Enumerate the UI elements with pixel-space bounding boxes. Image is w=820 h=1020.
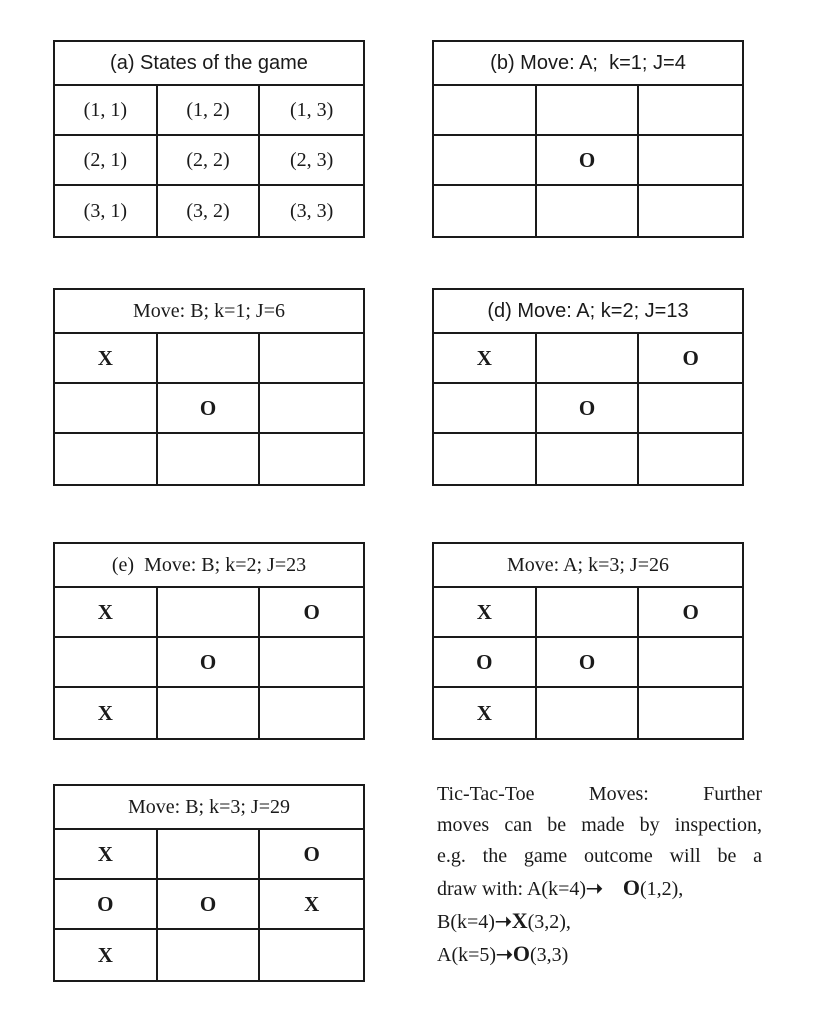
cell-2-3 xyxy=(639,384,742,434)
cell-3-3 xyxy=(639,688,742,738)
board-g xyxy=(53,784,365,982)
cell-2-3 xyxy=(260,384,363,434)
cell-2-2: O xyxy=(158,880,261,930)
cell-3-2: (3, 2) xyxy=(158,186,261,236)
cell-2-2: O xyxy=(537,638,640,688)
cell-3-2 xyxy=(158,930,261,980)
cell-1-2 xyxy=(537,86,640,136)
cell-2-1: (2, 1) xyxy=(55,136,158,186)
board-title: (a) States of the game xyxy=(55,42,363,86)
cell-3-3 xyxy=(639,434,742,484)
cell-1-3: (1, 3) xyxy=(260,86,363,136)
board-c xyxy=(53,288,365,486)
cell-2-2: O xyxy=(158,384,261,434)
cell-3-3 xyxy=(639,186,742,236)
board-grid xyxy=(434,334,742,484)
cell-2-1: O xyxy=(434,638,537,688)
note-line-3: e.g. the game outcome will be a xyxy=(437,845,762,867)
cell-3-1: X xyxy=(55,930,158,980)
cell-2-2: O xyxy=(158,638,261,688)
cell-3-3 xyxy=(260,688,363,738)
cell-1-3: O xyxy=(260,588,363,638)
cell-2-1 xyxy=(55,384,158,434)
cell-1-1: X xyxy=(55,588,158,638)
cell-1-3: O xyxy=(260,830,363,880)
cell-2-3 xyxy=(260,638,363,688)
board-title: Move: B; k=3; J=29 xyxy=(55,786,363,830)
cell-1-3: O xyxy=(639,334,742,384)
note-line-4 xyxy=(437,872,762,905)
cell-3-2 xyxy=(158,434,261,484)
cell-3-1: X xyxy=(434,688,537,738)
cell-3-2 xyxy=(537,688,640,738)
note-line-2: moves can be made by inspection, xyxy=(437,814,762,836)
board-a-states xyxy=(53,40,365,238)
board-title: (b) Move: A; k=1; J=4 xyxy=(434,42,742,86)
note-line-6 xyxy=(437,938,762,971)
note-mark-o: O xyxy=(622,875,640,900)
cell-2-3 xyxy=(639,136,742,186)
cell-2-2: O xyxy=(537,136,640,186)
cell-3-1 xyxy=(434,434,537,484)
board-title: (d) Move: A; k=2; J=13 xyxy=(434,290,742,334)
note-mark-x: X xyxy=(511,908,528,933)
cell-3-2 xyxy=(158,688,261,738)
board-title: (e) Move: B; k=2; J=23 xyxy=(55,544,363,588)
note-line-5 xyxy=(437,905,762,938)
cell-1-2 xyxy=(158,588,261,638)
note-mark-o: O xyxy=(512,941,530,966)
cell-1-2: (1, 2) xyxy=(158,86,261,136)
board-d xyxy=(432,288,744,486)
cell-1-2 xyxy=(158,830,261,880)
note-line-1: Tic-Tac-Toe Moves: Further xyxy=(437,783,762,805)
cell-1-1: X xyxy=(55,334,158,384)
note-move-b4: B(k=4) xyxy=(437,911,495,933)
note-move-a5: A(k=5) xyxy=(437,944,497,966)
board-b xyxy=(432,40,744,238)
cell-1-2 xyxy=(537,588,640,638)
cell-3-2 xyxy=(537,186,640,236)
cell-2-3: X xyxy=(260,880,363,930)
note-move-a4: draw with: A(k=4) xyxy=(437,878,587,900)
cell-2-3 xyxy=(639,638,742,688)
arrow-icon: ➝ xyxy=(496,944,513,966)
cell-3-3 xyxy=(260,930,363,980)
cell-2-1: O xyxy=(55,880,158,930)
cell-3-1: (3, 1) xyxy=(55,186,158,236)
board-grid xyxy=(55,334,363,484)
cell-3-3 xyxy=(260,434,363,484)
cell-1-1: X xyxy=(55,830,158,880)
board-title: Move: B; k=1; J=6 xyxy=(55,290,363,334)
cell-2-1 xyxy=(434,136,537,186)
board-grid xyxy=(434,588,742,738)
arrow-icon: ➝ xyxy=(586,878,603,900)
board-grid xyxy=(55,86,363,236)
cell-3-1 xyxy=(55,434,158,484)
cell-3-2 xyxy=(537,434,640,484)
cell-3-1 xyxy=(434,186,537,236)
board-f xyxy=(432,542,744,740)
cell-2-2: O xyxy=(537,384,640,434)
cell-3-1: X xyxy=(55,688,158,738)
cell-2-1 xyxy=(434,384,537,434)
cell-2-2: (2, 2) xyxy=(158,136,261,186)
cell-1-2 xyxy=(537,334,640,384)
cell-1-2 xyxy=(158,334,261,384)
cell-1-1: X xyxy=(434,334,537,384)
board-grid xyxy=(434,86,742,236)
board-e xyxy=(53,542,365,740)
cell-2-1 xyxy=(55,638,158,688)
arrow-icon: ➝ xyxy=(494,911,512,933)
note-pos-12: (1,2), xyxy=(639,878,684,900)
board-title: Move: A; k=3; J=26 xyxy=(434,544,742,588)
cell-1-3 xyxy=(639,86,742,136)
note-pos-33: (3,3) xyxy=(529,944,569,966)
cell-1-1 xyxy=(434,86,537,136)
cell-2-3: (2, 3) xyxy=(260,136,363,186)
moves-note xyxy=(437,779,762,971)
cell-1-1: (1, 1) xyxy=(55,86,158,136)
cell-1-3 xyxy=(260,334,363,384)
board-grid xyxy=(55,830,363,980)
cell-1-3: O xyxy=(639,588,742,638)
note-pos-32: (3,2), xyxy=(527,911,571,933)
board-grid xyxy=(55,588,363,738)
cell-1-1: X xyxy=(434,588,537,638)
cell-3-3: (3, 3) xyxy=(289,199,334,222)
